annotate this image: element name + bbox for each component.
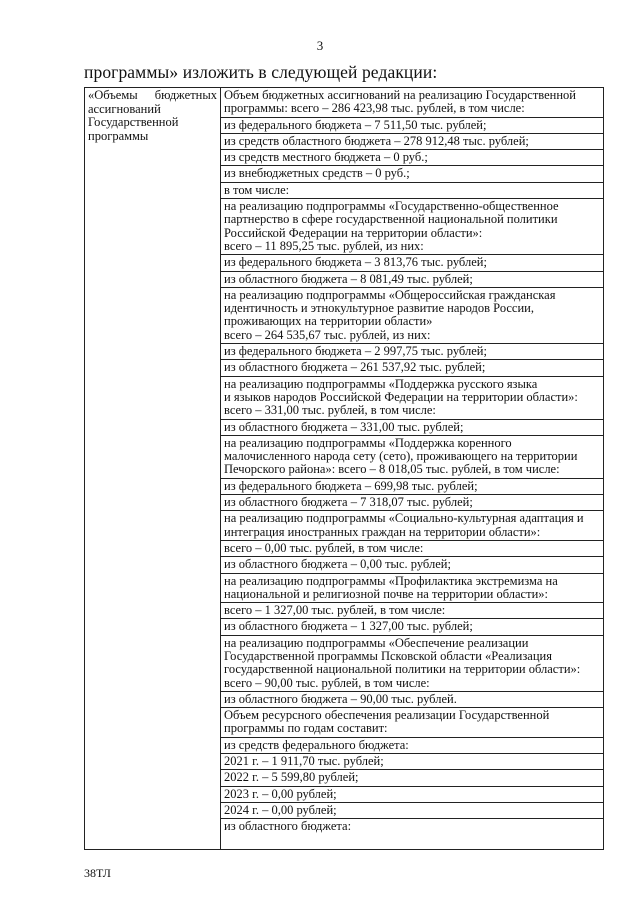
table-row bbox=[221, 344, 603, 360]
row-text-line: Объем бюджетных ассигнований на реализацию Государственной bbox=[224, 88, 576, 102]
row-text-line: всего – 0,00 тыс. рублей, в том числе: bbox=[224, 540, 424, 555]
row-text-line: всего – 1 327,00 тыс. рублей, в том числе: bbox=[224, 603, 446, 618]
row-text-line: из федерального бюджета – 3 813,76 тыс. рублей; bbox=[224, 255, 487, 270]
row-text-line: из областного бюджета – 90,00 тыс. рублей. bbox=[224, 691, 457, 706]
left-header-word-1: «Объемы bbox=[88, 88, 138, 102]
table-row bbox=[221, 754, 603, 770]
left-header-line: ассигнований bbox=[88, 101, 161, 116]
table-row bbox=[221, 288, 603, 344]
table-row bbox=[221, 819, 603, 834]
table-row bbox=[221, 255, 603, 271]
table-row bbox=[221, 692, 603, 708]
table-row bbox=[221, 803, 603, 819]
row-text-line: партнерство в сфере государственной национальной политики bbox=[224, 212, 558, 227]
table-row bbox=[221, 118, 603, 134]
table-row bbox=[221, 377, 603, 420]
row-text-line: Объем ресурсного обеспечения реализации Государственной bbox=[224, 708, 550, 723]
row-text-line: из средств местного бюджета – 0 руб.; bbox=[224, 150, 428, 165]
table-row bbox=[221, 511, 603, 541]
row-text-line: в том числе: bbox=[224, 182, 290, 197]
budget-table bbox=[84, 87, 604, 850]
row-text-line: из федерального бюджета – 2 997,75 тыс. рублей; bbox=[224, 344, 487, 359]
table-row bbox=[221, 199, 603, 255]
row-text-line: на реализацию подпрограммы «Государственно-общественное bbox=[224, 199, 559, 214]
table-row bbox=[221, 557, 603, 573]
table-right-column bbox=[221, 88, 603, 849]
table-row bbox=[221, 636, 603, 692]
left-header-first-line bbox=[88, 89, 217, 103]
row-text-line: и языков народов Российской Федерации на территории области»: bbox=[224, 389, 578, 404]
row-text-line: всего – 264 535,67 тыс. рублей, из них: bbox=[224, 327, 431, 342]
intro-text: программы» изложить в следующей редакции: bbox=[84, 62, 438, 82]
table-row bbox=[221, 420, 603, 436]
row-text-line: на реализацию подпрограммы «Общероссийская гражданская bbox=[224, 287, 556, 302]
left-header-word-2: бюджетных bbox=[154, 88, 217, 102]
table-row bbox=[221, 183, 603, 199]
row-text-line: из средств областного бюджета – 278 912,48 тыс. рублей; bbox=[224, 133, 529, 148]
left-header-line: программы bbox=[88, 128, 149, 143]
row-text-line: из федерального бюджета – 699,98 тыс. рублей; bbox=[224, 478, 478, 493]
table-row bbox=[221, 134, 603, 150]
row-text-line: 2024 г. – 0,00 рублей; bbox=[224, 802, 337, 817]
row-text-line: из областного бюджета – 8 081,49 тыс. рублей; bbox=[224, 271, 473, 286]
row-text-line: из внебюджетных средств – 0 руб.; bbox=[224, 166, 410, 181]
table-row bbox=[221, 787, 603, 803]
footer-code: 38ТЛ bbox=[84, 866, 111, 880]
row-text-line: 2023 г. – 0,00 рублей; bbox=[224, 786, 337, 801]
table-row bbox=[221, 88, 603, 118]
table-row bbox=[221, 603, 603, 619]
row-text-line: 2022 г. – 5 599,80 рублей; bbox=[224, 770, 359, 785]
table-left-column bbox=[85, 88, 221, 849]
table-row bbox=[221, 272, 603, 288]
table-row bbox=[221, 770, 603, 786]
row-text-line: из областного бюджета – 0,00 тыс. рублей; bbox=[224, 557, 451, 572]
row-text-line: программы по годам составит: bbox=[224, 721, 388, 736]
row-text-line: на реализацию подпрограммы «Поддержка коренного bbox=[224, 435, 512, 450]
row-text-line: из областного бюджета – 7 318,07 тыс. рублей; bbox=[224, 495, 473, 510]
table-row bbox=[221, 574, 603, 604]
row-text-line: из средств федерального бюджета: bbox=[224, 737, 409, 752]
row-text-line: из федерального бюджета – 7 511,50 тыс. рублей; bbox=[224, 117, 487, 132]
row-text-line: на реализацию подпрограммы «Социально-культурная адаптация и bbox=[224, 511, 584, 526]
row-text-line: Государственной программы Псковской области «Реализация bbox=[224, 648, 552, 663]
table-row bbox=[221, 150, 603, 166]
row-text-line: всего – 331,00 тыс. рублей, в том числе: bbox=[224, 403, 436, 418]
table-row bbox=[221, 479, 603, 495]
left-header-line: Государственной bbox=[88, 115, 179, 129]
row-text-line: национальной и религиозной почве на территории области»: bbox=[224, 586, 548, 601]
row-text-line: малочисленного народа сету (сето), проживающего на территории bbox=[224, 449, 578, 464]
row-text-line: программы: всего – 286 423,98 тыс. рублей, в том числе: bbox=[224, 101, 525, 116]
table-row bbox=[221, 708, 603, 738]
row-text-line: интеграция иностранных граждан на территории области»: bbox=[224, 524, 541, 539]
table-row bbox=[221, 360, 603, 376]
table-row bbox=[221, 619, 603, 635]
row-text-line: всего – 11 895,25 тыс. рублей, из них: bbox=[224, 238, 424, 253]
row-text-line: из областного бюджета – 331,00 тыс. рублей; bbox=[224, 419, 464, 434]
table-row bbox=[221, 738, 603, 754]
table-row bbox=[221, 166, 603, 182]
table-row bbox=[221, 495, 603, 511]
row-text-line: на реализацию подпрограммы «Поддержка русского языка bbox=[224, 376, 538, 391]
row-text-line: на реализацию подпрограммы «Профилактика экстремизма на bbox=[224, 573, 558, 588]
page-number: 3 bbox=[316, 38, 324, 53]
row-text-line: проживающих на территории области» bbox=[224, 314, 433, 329]
row-text-line: Российской Федерации на территории области»: bbox=[224, 225, 483, 240]
row-text-line: из областного бюджета – 261 537,92 тыс. рублей; bbox=[224, 360, 486, 375]
row-text-line: из областного бюджета – 1 327,00 тыс. рублей; bbox=[224, 619, 473, 634]
row-text-line: всего – 90,00 тыс. рублей, в том числе: bbox=[224, 675, 430, 690]
row-text-line: на реализацию подпрограммы «Обеспечение реализации bbox=[224, 635, 529, 650]
row-text-line: из областного бюджета: bbox=[224, 819, 352, 834]
row-text-line: Печорского района»: всего – 8 018,05 тыс. рублей, в том числе: bbox=[224, 462, 560, 477]
row-text-line: государственной национальной политики на территории области»: bbox=[224, 662, 581, 677]
table-row bbox=[221, 436, 603, 479]
row-text-line: 2021 г. – 1 911,70 тыс. рублей; bbox=[224, 754, 384, 769]
row-text-line: идентичность и этнокультурное развитие народов России, bbox=[224, 301, 534, 316]
table-row bbox=[221, 541, 603, 557]
